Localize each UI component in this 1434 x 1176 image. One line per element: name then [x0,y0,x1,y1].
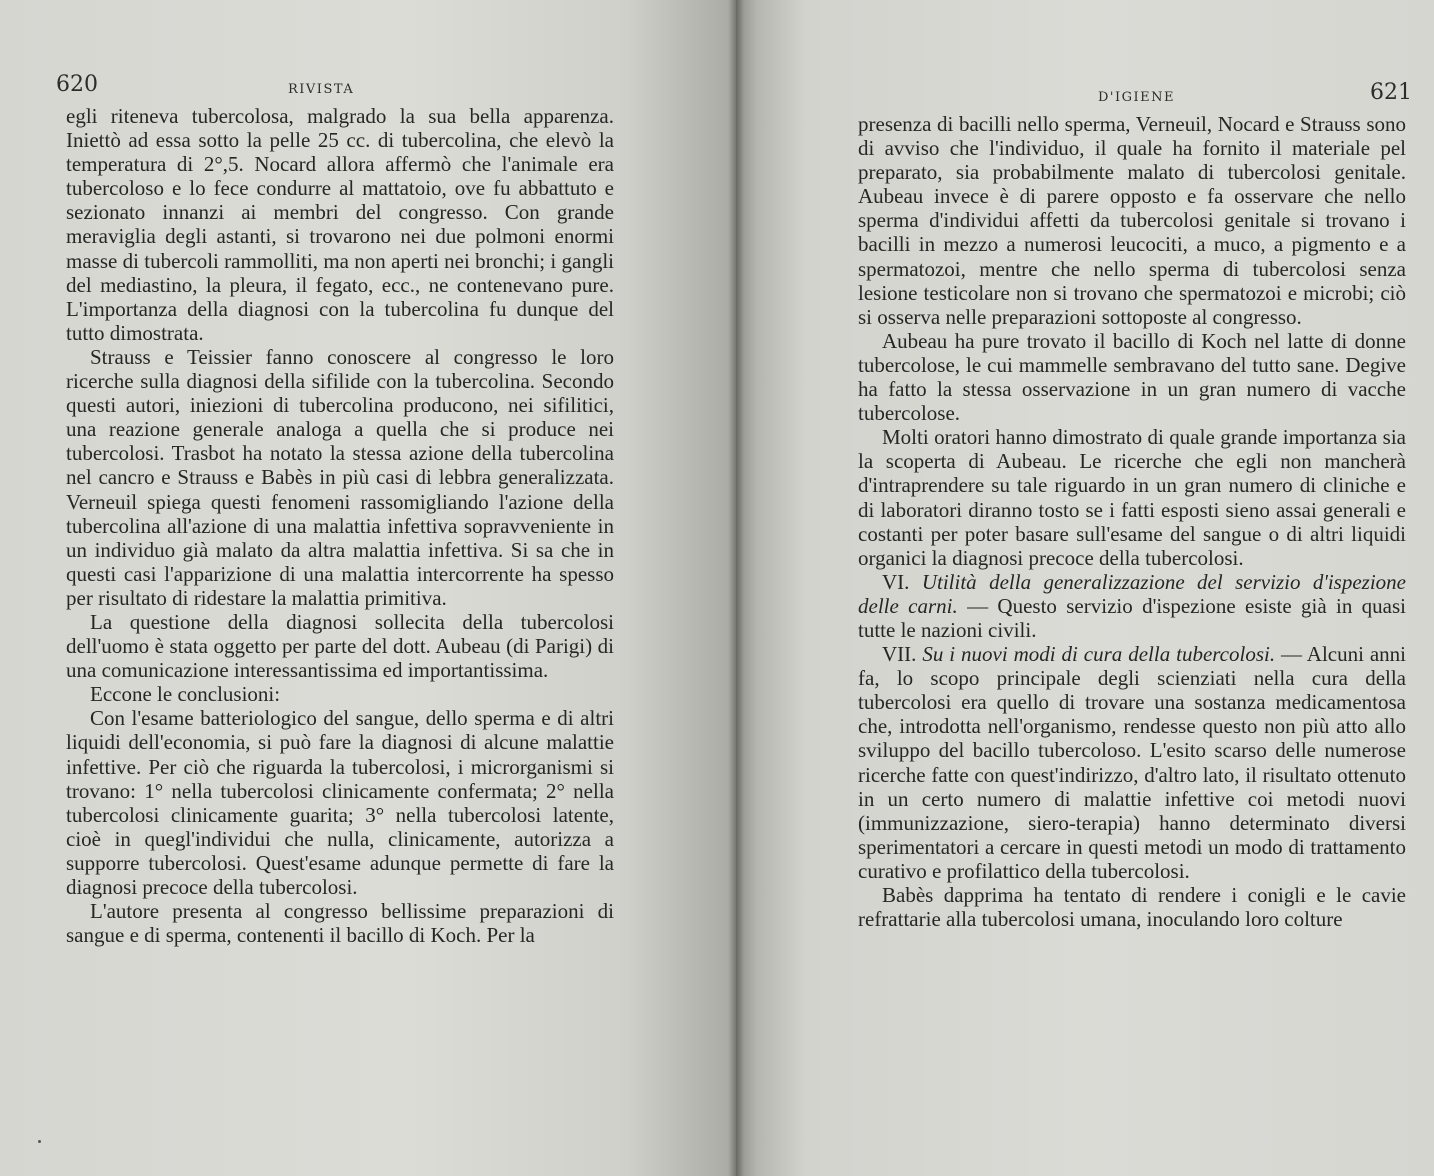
section-vi [858,570,1406,642]
paragraph: Eccone le conclusioni: [90,682,281,707]
paragraph: egli riteneva tubercolosa, malgrado la sua bella apparenza. Iniettò ad essa sotto la pelle 25 cc. di tubercolina, che elevò la temperatura di 2°,5. Nocard allora affermò che l'animale era tubercoloso e lo fece condurre al mattatoio, ove fu abbattuto e sezionato innanzi ai membri del congresso. Con grande meraviglia degli astanti, si trovarono nei due polmoni enormi masse di tubercoli rammolliti, ma non aperti nei bronchi; i gangli del mediastino, la pleura, il fegato, ecc., ne contenevano pure. L'importanza della diagnosi con la tubercolina fu dunque del tutto dimostrata. [66,104,614,345]
right-page [736,0,1434,1176]
paragraph: Con l'esame batteriologico del sangue, dello sperma e di altri liquidi dell'economia, si può fare la diagnosi di alcune malattie infettive. Per ciò che riguarda la tubercolosi, i microrganismi si trovano: 1° nella tubercolosi clinicamente confermata; 2° nella tubercolosi clinicamente guarita; 3° nella tubercolosi latente, cioè in quegl'individui che nulla, clinicamente, autorizza a supporre tubercolosi. Quest'esame adunque permette di fare la diagnosi precoce della tubercolosi. [66,706,614,899]
left-page-number: 620 [56,72,98,97]
paragraph: L'autore presenta al congresso bellissime preparazioni di sangue e di sperma, contenenti il bacillo di Koch. Per la [66,899,614,948]
section-title: Su i nuovi modi di cura della tubercolosi. [922,642,1276,667]
paper-speck [38,1140,41,1143]
paragraph: La questione della diagnosi sollecita della tubercolosi dell'uomo è stata oggetto per parte del dott. Aubeau (di Parigi) di una comunicazione interessantissima ed importantissima. [66,609,614,683]
paragraph: presenza di bacilli nello sperma, Verneuil, Nocard e Strauss sono di avviso che l'individuo, il quale ha fornito il materiale pel preparato, sia probabilmente malato di tubercolosi genitale. Aubeau invece è di parere opposto e fa osservare che nello sperma d'individui affetti da tubercolosi genitale si trovano i bacilli in mezzo a numerosi leucociti, a muco, a pigmento e a spermatozoi, mentre che nello sperma di tubercolosi senza lesione testicolare non si trovano che spermatozoi e microbi; ciò si osserva nelle preparazioni sottoposte al congresso. [858,112,1406,329]
section-title: Utilità della generalizzazione del servizio d'ispezione delle carni. [858,569,1407,618]
left-running-head: RIVISTA [288,82,355,97]
left-body-text [66,104,614,947]
paragraph: Aubeau ha pure trovato il bacillo di Koch nel latte di donne tubercolose, le cui mammelle sembravano del tutto sane. Degive ha fatto la stessa osservazione in un gran numero di vacche tubercolose. [858,328,1406,426]
section-vii [858,642,1406,883]
section-body: — Alcuni anni fa, lo scopo principale degli scienziati nella cura della tubercolosi era quello di trovare una sostanza medicamentosa che, introdotta nell'organismo, rendesse questo non più atto allo sviluppo del bacillo tubercoloso. L'esito scarso delle numerose ricerche fatte con quest'indirizzo, d'altro lato, il risultato ottenuto in un certo numero di malattie infettive coi metodi nuovi (immunizzazione, siero-terapia) hanno determinato diversi sperimentatori a cercare in questi metodi un modo di trattamento curativo e profilattico della tubercolosi. [858,642,1407,883]
section-number: VI. [882,569,910,594]
paragraph: Molti oratori hanno dimostrato di quale grande importanza sia la scoperta di Aubeau. Le ricerche che egli non mancherà d'intraprendere su tale riguardo in un gran numero di cliniche e di laboratori diranno tosto se i fatti esposti sieno assai generali e costanti per poter basare sull'esame del sangue o di altri liquidi organici la diagnosi precoce della tubercolosi. [858,425,1406,570]
right-page-number: 621 [1370,80,1412,105]
section-body: — Questo servizio d'ispezione esiste già in quasi tutte le nazioni civili. [858,593,1407,642]
paragraph: Babès dapprima ha tentato di rendere i conigli e le cavie refrattarie alla tubercolosi umana, inoculando loro colture [858,883,1406,932]
section-number: VII. [882,642,917,667]
paragraph: Strauss e Teissier fanno conoscere al congresso le loro ricerche sulla diagnosi della sifilide con la tubercolina. Secondo questi autori, iniezioni di tubercolina producono, nei sifilitici, una reazione generale analoga a quella che si produce nei tubercolosi. Trasbot ha notato la stessa azione della tubercolina nel cancro e Strauss e Babès in più casi di lebbra generalizzata. Verneuil spiega questi fenomeni rassomigliando l'azione della tubercolina all'azione di una malattia infettiva sopravveniente in un individuo già malato da altra malattia infettiva. Si sa che in questi casi l'apparizione di una malattia intercorrente ha spesso per risultato di ridestare la malattia primitiva. [66,344,614,610]
right-running-head: D'IGIENE [1098,90,1176,105]
right-body-text [858,112,1406,931]
book-gutter [728,0,744,1176]
